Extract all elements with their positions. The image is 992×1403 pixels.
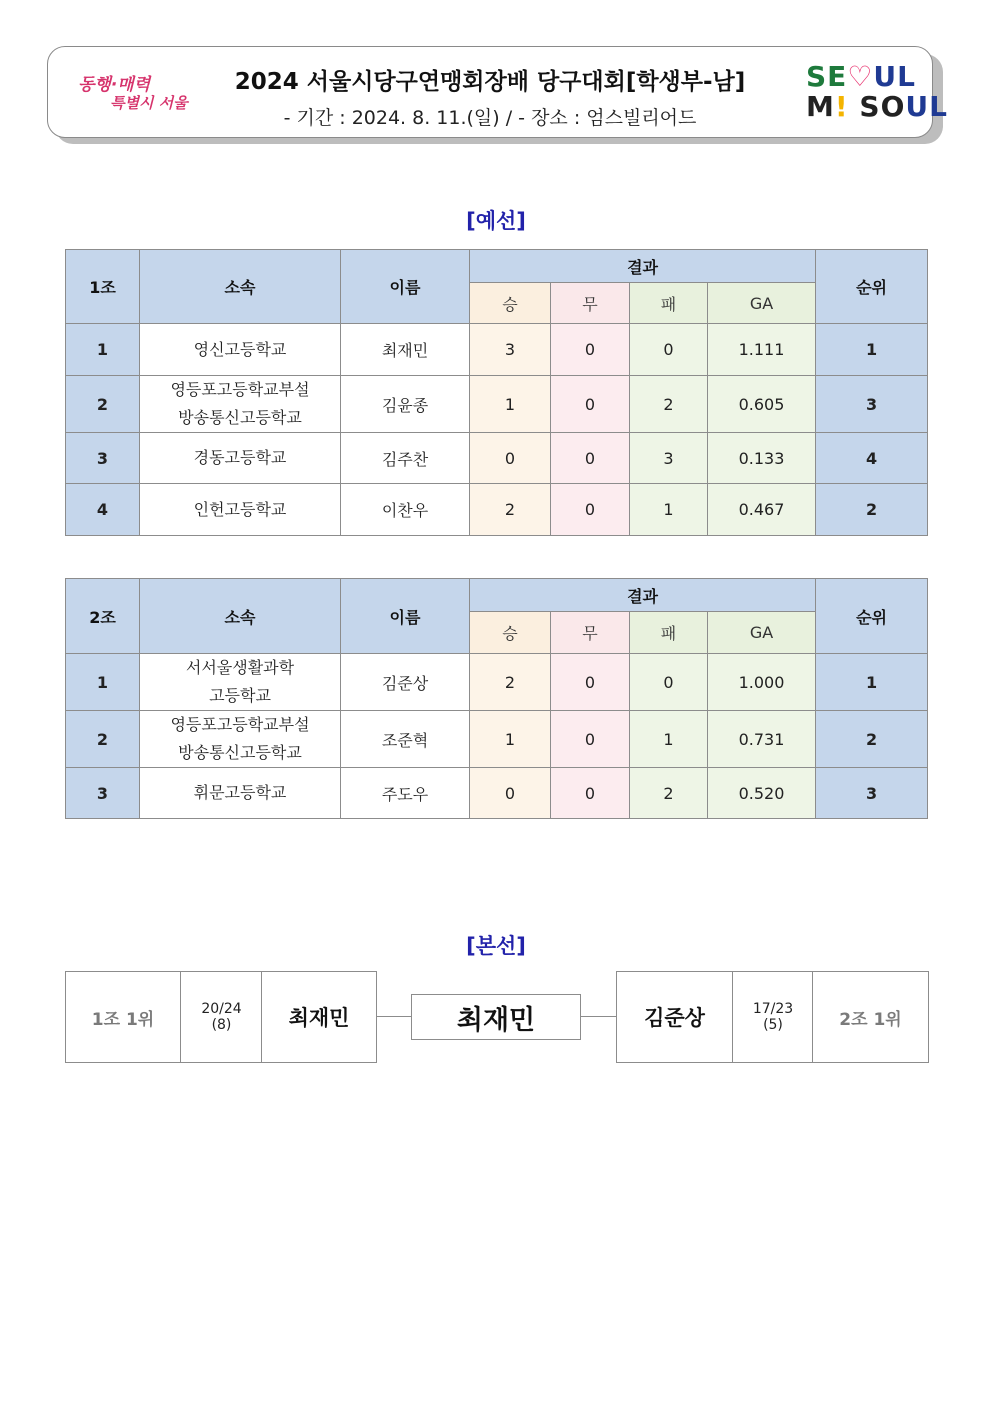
table-row [66,711,928,768]
left-score-cell [180,972,262,1062]
school-line1: 서서울생활과학 [185,658,295,677]
school-cell [140,433,341,484]
win-count: 1 [470,376,551,433]
row-number: 3 [66,768,140,819]
loss-count: 2 [630,768,708,819]
group-label: 2조 [66,579,140,654]
win-count: 2 [470,484,551,536]
row-number: 1 [66,324,140,376]
school-cell [140,654,341,711]
table-row [66,324,928,376]
ga-value: 1.111 [708,324,816,376]
logo-right-line2: M! SOUL [806,90,948,123]
ga-value: 1.000 [708,654,816,711]
left-name-cell [261,972,376,1062]
col-rank: 순위 [816,250,928,324]
right-seed-cell [812,972,928,1062]
row-number: 2 [66,376,140,433]
rank-value: 2 [816,711,928,768]
right-score: 17/23 [752,1001,794,1017]
col-draw: 무 [551,612,630,654]
right-name-cell [617,972,732,1062]
final-heading: [본선] [466,934,526,958]
col-win: 승 [470,612,551,654]
rank-value: 3 [816,768,928,819]
loss-count: 0 [630,654,708,711]
table-row [66,768,928,819]
final-winner-box: 최재민 [411,994,581,1040]
win-count: 2 [470,654,551,711]
bracket-line-left [376,1016,411,1017]
school-line1: 휘문고등학교 [193,783,287,802]
col-draw: 무 [551,283,630,324]
school-cell [140,376,341,433]
win-count: 3 [470,324,551,376]
school-cell [140,768,341,819]
col-name: 이름 [341,250,470,324]
rank-value: 1 [816,654,928,711]
school-line1: 경동고등학교 [193,448,287,467]
col-ga: GA [708,283,816,324]
school-line2: 방송통신고등학교 [178,743,302,762]
rank-value: 1 [816,324,928,376]
group-2-table [65,578,928,819]
ga-value: 0.520 [708,768,816,819]
draw-count: 0 [551,711,630,768]
left-score: 20/24 [201,1001,242,1017]
final-left-player-box [65,971,377,1063]
draw-count: 0 [551,654,630,711]
left-player-name: 최재민 [288,1006,350,1030]
bracket-line-right [580,1016,616,1017]
player-name: 김윤종 [341,376,470,433]
school-cell [140,711,341,768]
draw-count: 0 [551,376,630,433]
seoul-slogan-logo [78,70,188,118]
ga-value: 0.731 [708,711,816,768]
col-ga: GA [708,612,816,654]
logo-right-line1: SE♡UL [806,60,916,93]
logo-left-line2: 특별시 서울 [110,94,188,112]
win-count: 0 [470,768,551,819]
win-count: 0 [470,433,551,484]
table-row [66,376,928,433]
row-number: 4 [66,484,140,536]
seoul-my-soul-logo [806,60,948,126]
right-innings: (5) [763,1017,783,1033]
ga-value: 0.605 [708,376,816,433]
table-row [66,433,928,484]
left-seed-cell [66,972,180,1062]
right-score-cell [732,972,813,1062]
school-line1: 인헌고등학교 [193,499,287,519]
school-line1: 영등포고등학교부설 [170,715,310,734]
page-subtitle: - 기간 : 2024. 8. 11.(일) / - 장소 : 엄스빌리어드 [283,107,697,129]
col-rank: 순위 [816,579,928,654]
ga-value: 0.467 [708,484,816,536]
loss-count: 1 [630,711,708,768]
school-line1: 영등포고등학교부설 [170,380,310,399]
loss-count: 1 [630,484,708,536]
final-right-player-box [616,971,929,1063]
col-affiliation: 소속 [140,250,341,324]
loss-count: 3 [630,433,708,484]
col-loss: 패 [630,612,708,654]
prelim-heading: [예선] [466,209,526,233]
row-number: 1 [66,654,140,711]
loss-count: 2 [630,376,708,433]
group-label: 1조 [66,250,140,324]
school-line1: 영신고등학교 [193,339,287,359]
win-count: 1 [470,711,551,768]
school-cell [140,324,341,376]
table-row [66,484,928,536]
draw-count: 0 [551,324,630,376]
ga-value: 0.133 [708,433,816,484]
player-name: 주도우 [341,768,470,819]
player-name: 이찬우 [341,484,470,536]
school-cell [140,484,341,536]
rank-value: 3 [816,376,928,433]
loss-count: 0 [630,324,708,376]
right-player-name: 김준상 [644,1006,705,1030]
row-number: 2 [66,711,140,768]
left-innings: (8) [211,1017,232,1033]
right-seed: 2조 1위 [839,1009,902,1030]
col-loss: 패 [630,283,708,324]
draw-count: 0 [551,484,630,536]
row-number: 3 [66,433,140,484]
col-affiliation: 소속 [140,579,341,654]
col-result: 결과 [470,579,816,612]
left-seed: 1조 1위 [91,1009,155,1030]
page-title: 2024 서울시당구연맹회장배 당구대회[학생부-남] [234,69,746,95]
logo-left-line1: 동행·매력 [78,75,151,95]
player-name: 조준혁 [341,711,470,768]
rank-value: 2 [816,484,928,536]
player-name: 김주찬 [341,433,470,484]
school-line2: 고등학교 [209,686,271,705]
table-row [66,654,928,711]
group-1-table [65,249,928,536]
col-win: 승 [470,283,551,324]
draw-count: 0 [551,433,630,484]
rank-value: 4 [816,433,928,484]
col-name: 이름 [341,579,470,654]
player-name: 김준상 [341,654,470,711]
player-name: 최재민 [341,324,470,376]
school-line2: 방송통신고등학교 [178,408,302,427]
col-result: 결과 [470,250,816,283]
draw-count: 0 [551,768,630,819]
